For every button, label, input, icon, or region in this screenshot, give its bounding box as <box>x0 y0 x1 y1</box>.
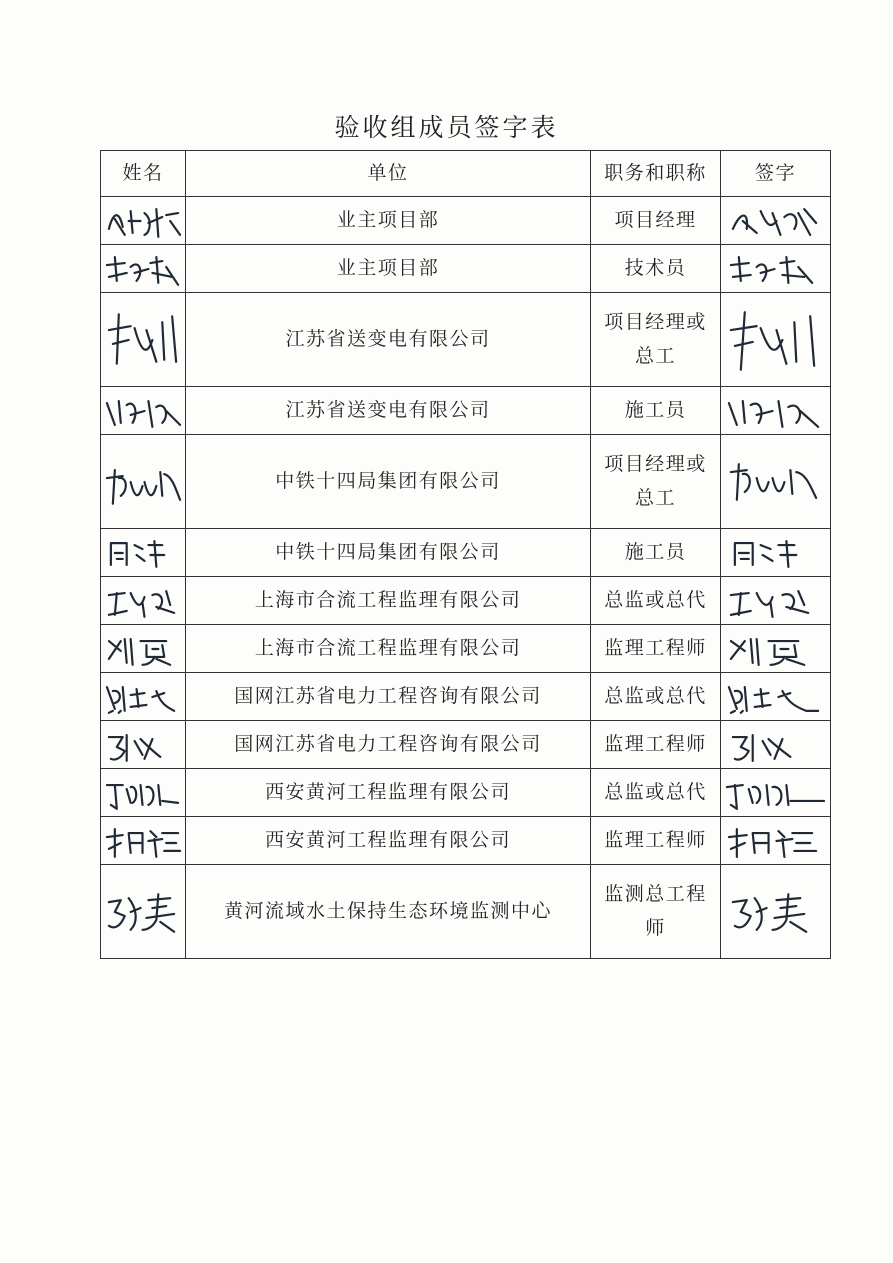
unit-cell: 西安黄河工程监理有限公司 <box>186 817 591 865</box>
handwritten-name <box>101 247 185 291</box>
handwritten-name <box>101 675 185 719</box>
handwritten-name <box>101 300 185 380</box>
position-cell: 监理工程师 <box>591 721 721 769</box>
handwritten-signature <box>721 627 830 671</box>
handwritten-name <box>101 579 185 623</box>
name-signature-cell <box>101 529 186 577</box>
name-signature-cell <box>101 197 186 245</box>
unit-cell: 西安黄河工程监理有限公司 <box>186 769 591 817</box>
name-signature-cell <box>101 817 186 865</box>
handwritten-name <box>101 627 185 671</box>
unit-cell: 中铁十四局集团有限公司 <box>186 529 591 577</box>
position-cell: 项目经理或总工 <box>591 435 721 529</box>
unit-cell: 上海市合流工程监理有限公司 <box>186 577 591 625</box>
unit-cell: 江苏省送变电有限公司 <box>186 293 591 387</box>
signature-cell <box>721 865 831 959</box>
handwritten-signature <box>721 531 830 575</box>
handwritten-signature <box>721 389 830 433</box>
handwritten-name <box>101 819 185 863</box>
page-title: 验收组成员签字表 <box>334 113 559 142</box>
table-row <box>101 435 831 529</box>
position-cell: 项目经理 <box>591 197 721 245</box>
position-cell: 总监或总代 <box>591 577 721 625</box>
name-signature-cell <box>101 769 186 817</box>
handwritten-signature <box>721 675 830 719</box>
signature-cell <box>721 577 831 625</box>
signature-table <box>100 150 831 959</box>
unit-cell: 上海市合流工程监理有限公司 <box>186 625 591 673</box>
name-signature-cell <box>101 293 186 387</box>
handwritten-name <box>101 872 185 952</box>
table-row <box>101 577 831 625</box>
position-cell: 施工员 <box>591 529 721 577</box>
signature-cell <box>721 245 831 293</box>
unit-cell: 中铁十四局集团有限公司 <box>186 435 591 529</box>
signature-cell <box>721 435 831 529</box>
handwritten-name <box>101 771 185 815</box>
header-signature: 签字 <box>721 151 831 197</box>
signature-cell <box>721 817 831 865</box>
name-signature-cell <box>101 435 186 529</box>
handwritten-name <box>101 442 185 522</box>
unit-cell: 江苏省送变电有限公司 <box>186 387 591 435</box>
table-row <box>101 387 831 435</box>
handwritten-signature <box>721 723 830 767</box>
handwritten-name <box>101 389 185 433</box>
position-cell: 监理工程师 <box>591 817 721 865</box>
unit-cell: 黄河流域水土保持生态环境监测中心 <box>186 865 591 959</box>
handwritten-signature <box>721 579 830 623</box>
table-row <box>101 817 831 865</box>
header-position: 职务和职称 <box>591 151 721 197</box>
name-signature-cell <box>101 245 186 293</box>
unit-cell: 国网江苏省电力工程咨询有限公司 <box>186 721 591 769</box>
table-row <box>101 245 831 293</box>
header-row <box>101 151 831 197</box>
signature-cell <box>721 625 831 673</box>
table-row <box>101 529 831 577</box>
handwritten-signature <box>721 771 830 815</box>
handwritten-signature <box>721 442 830 522</box>
position-cell: 项目经理或总工 <box>591 293 721 387</box>
handwritten-name <box>101 531 185 575</box>
table-row <box>101 293 831 387</box>
unit-cell: 业主项目部 <box>186 245 591 293</box>
signature-cell <box>721 769 831 817</box>
table-row <box>101 721 831 769</box>
name-signature-cell <box>101 387 186 435</box>
handwritten-signature <box>721 247 830 291</box>
table-row <box>101 197 831 245</box>
position-cell: 施工员 <box>591 387 721 435</box>
signature-cell <box>721 387 831 435</box>
header-name: 姓名 <box>101 151 186 197</box>
position-cell: 技术员 <box>591 245 721 293</box>
name-signature-cell <box>101 625 186 673</box>
position-cell: 监测总工程师 <box>591 865 721 959</box>
position-cell: 总监或总代 <box>591 769 721 817</box>
signature-cell <box>721 529 831 577</box>
handwritten-name <box>101 723 185 767</box>
signature-sheet <box>100 150 830 953</box>
table-row <box>101 769 831 817</box>
name-signature-cell <box>101 721 186 769</box>
name-signature-cell <box>101 673 186 721</box>
table-row <box>101 865 831 959</box>
table-row <box>101 673 831 721</box>
position-cell: 总监或总代 <box>591 673 721 721</box>
signature-cell <box>721 673 831 721</box>
signature-cell <box>721 293 831 387</box>
position-cell: 监理工程师 <box>591 625 721 673</box>
table-row <box>101 625 831 673</box>
signature-cell <box>721 197 831 245</box>
name-signature-cell <box>101 577 186 625</box>
handwritten-signature <box>721 819 830 863</box>
header-unit: 单位 <box>186 151 591 197</box>
handwritten-signature <box>721 872 830 952</box>
signature-cell <box>721 721 831 769</box>
handwritten-signature <box>721 300 830 380</box>
unit-cell: 国网江苏省电力工程咨询有限公司 <box>186 673 591 721</box>
handwritten-signature <box>721 199 830 243</box>
handwritten-name <box>101 199 185 243</box>
name-signature-cell <box>101 865 186 959</box>
unit-cell: 业主项目部 <box>186 197 591 245</box>
